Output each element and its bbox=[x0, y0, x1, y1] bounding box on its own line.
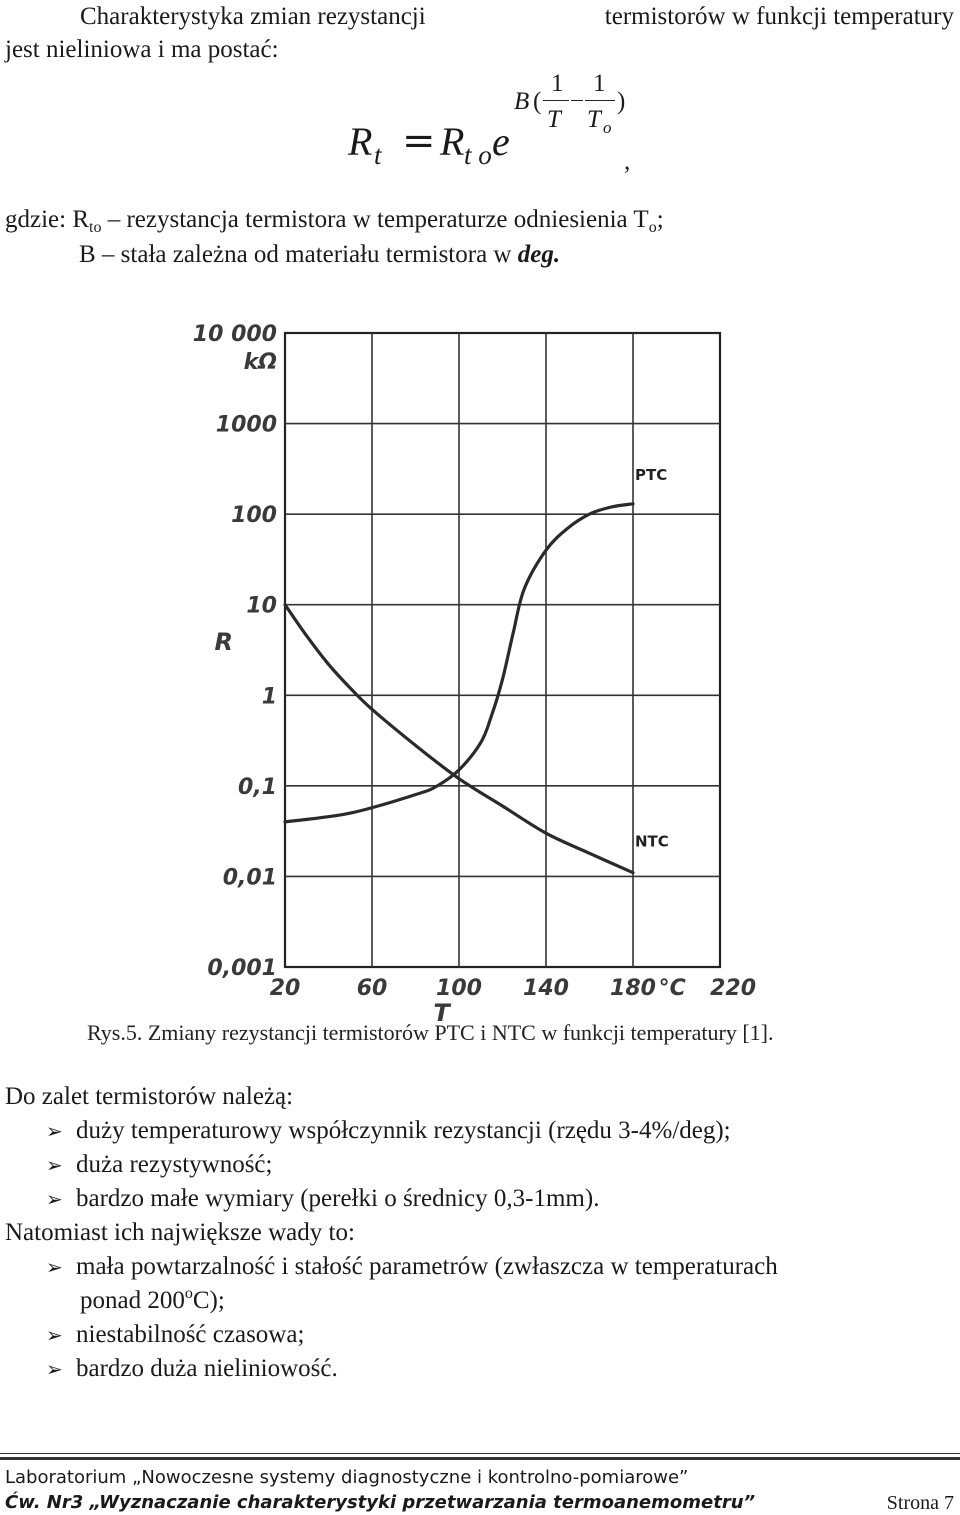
footer-rule-thin bbox=[0, 1453, 960, 1454]
drawback-item-1 bbox=[46, 1250, 778, 1284]
formula-frac2-den: T bbox=[587, 106, 601, 133]
degree-sup: o bbox=[184, 1285, 193, 1302]
arrow-bullet-icon: ➢ bbox=[46, 1357, 63, 1381]
formula-frac2-den-sub: o bbox=[603, 118, 612, 137]
drawback-item-2 bbox=[46, 1318, 304, 1352]
footer-page-number: Strona 7 bbox=[886, 1492, 954, 1514]
definition-rto-sub: to bbox=[89, 219, 102, 236]
chart-series bbox=[285, 466, 669, 873]
series-label-ptc: PTC bbox=[635, 465, 668, 484]
x-tick-label: °C bbox=[658, 976, 686, 1001]
chart-y-ticks bbox=[193, 322, 277, 981]
y-tick-label: 0,01 bbox=[222, 865, 277, 891]
definition-b-text: B – stała zależna od materiału termistora w bbox=[79, 241, 518, 268]
formula-frac1-num: 1 bbox=[551, 70, 564, 97]
figure-caption: Rys.5. Zmiany rezystancji termistorów PTC i NTC w funkcji temperatury [1]. bbox=[87, 1020, 774, 1045]
arrow-bullet-icon: ➢ bbox=[46, 1323, 63, 1347]
formula-eq: = bbox=[402, 118, 436, 164]
formula-exp-close: ) bbox=[617, 88, 626, 115]
x-tick-label: 220 bbox=[710, 976, 757, 1001]
drawbacks-heading: Natomiast ich największe wady to: bbox=[5, 1219, 355, 1246]
definition-rto bbox=[5, 203, 664, 237]
definition-to-sub: o bbox=[648, 219, 657, 236]
arrow-bullet-icon: ➢ bbox=[46, 1187, 63, 1211]
drawback-item-2-text: niestabilność czasowa; bbox=[76, 1321, 305, 1348]
drawback-item-3-text: bardzo duża nieliniowość. bbox=[76, 1355, 338, 1382]
y-tick-label: 0,001 bbox=[207, 956, 277, 981]
intro-line-1-right: termistorów w funkcji temperatury bbox=[604, 3, 954, 30]
advantage-item-3 bbox=[46, 1182, 599, 1216]
footer-exercise-title: Ćw. Nr3 „Wyznaczanie charakterystyki przetwarzania termoanemometru” bbox=[5, 1492, 756, 1513]
advantage-item-2 bbox=[46, 1148, 272, 1182]
arrow-bullet-icon: ➢ bbox=[46, 1119, 63, 1143]
formula-trailing-comma: , bbox=[624, 148, 631, 175]
formula-frac2-bar bbox=[585, 100, 615, 101]
advantage-item-1 bbox=[46, 1114, 731, 1148]
y-tick-label: R bbox=[214, 628, 233, 656]
definition-rto-prefix: gdzie: R bbox=[5, 206, 90, 233]
x-axis-label: T bbox=[433, 999, 450, 1027]
y-tick-label: 1000 bbox=[215, 412, 277, 438]
series-label-ntc: NTC bbox=[635, 832, 669, 851]
advantage-item-3-text: bardzo małe wymiary (perełki o średnicy 0,3-1mm). bbox=[76, 1185, 600, 1212]
y-tick-label: 100 bbox=[231, 503, 277, 529]
drawback-item-1-cont bbox=[80, 1284, 225, 1318]
footer-lab-name: Laboratorium „Nowoczesne systemy diagnostyczne i kontrolno-pomiarowe” bbox=[5, 1467, 689, 1488]
x-tick-label: 100 bbox=[436, 976, 482, 1001]
x-tick-label: 60 bbox=[356, 976, 388, 1001]
definition-b bbox=[79, 238, 560, 272]
intro-line-2: jest nieliniowa i ma postać: bbox=[5, 36, 279, 63]
advantage-item-1-text: duży temperaturowy współczynnik rezystancji (rzędu 3-4%/deg); bbox=[76, 1117, 731, 1144]
definition-b-unit: deg. bbox=[517, 241, 561, 268]
definition-rto-text: – rezystancja termistora w temperaturze odniesienia T bbox=[101, 206, 649, 233]
formula-exp-b: B bbox=[514, 88, 530, 115]
formula-lhs-sub: t bbox=[374, 140, 382, 170]
intro-line-1: Charakterystyka zmian rezystancji bbox=[80, 3, 426, 30]
formula-rhs: R bbox=[440, 119, 465, 164]
x-tick-label: 140 bbox=[523, 976, 569, 1001]
arrow-bullet-icon: ➢ bbox=[46, 1255, 63, 1279]
advantage-item-2-text: duża rezystywność; bbox=[76, 1151, 273, 1178]
chart-grid bbox=[285, 333, 720, 967]
formula-lhs: R bbox=[348, 119, 373, 164]
formula-rhs-sub: t o bbox=[464, 140, 492, 170]
y-tick-label: 10 bbox=[246, 593, 277, 619]
x-tick-label: 20 bbox=[269, 976, 301, 1001]
formula-frac2-num: 1 bbox=[593, 70, 606, 97]
resistance-formula bbox=[0, 0, 960, 200]
definition-rto-end: ; bbox=[656, 206, 664, 233]
y-tick-label: 1 bbox=[261, 684, 277, 710]
formula-minus bbox=[571, 100, 583, 101]
arrow-bullet-icon: ➢ bbox=[46, 1153, 63, 1177]
footer-rule-thick bbox=[0, 1457, 960, 1460]
drawback-item-1-text: mała powtarzalność i stałość parametrów (zwłaszcza w temperaturach bbox=[76, 1253, 778, 1280]
drawback-item-1-cont-text: ponad 200 bbox=[80, 1287, 185, 1314]
formula-frac1-den: T bbox=[547, 106, 561, 133]
y-tick-label: kΩ bbox=[243, 350, 277, 376]
thermistor-chart bbox=[180, 300, 760, 1030]
y-tick-label: 0,1 bbox=[238, 774, 277, 800]
plot-frame bbox=[285, 333, 720, 967]
formula-base: e bbox=[492, 119, 510, 164]
advantages-heading: Do zalet termistorów należą: bbox=[5, 1083, 294, 1110]
formula-frac1-bar bbox=[543, 100, 569, 101]
formula-exp-open: ( bbox=[533, 88, 542, 115]
y-tick-label: 10 000 bbox=[192, 322, 277, 347]
x-tick-label: 180 bbox=[610, 976, 656, 1001]
drawback-item-3 bbox=[46, 1352, 338, 1386]
drawback-item-1-cont-end: C); bbox=[192, 1287, 225, 1314]
